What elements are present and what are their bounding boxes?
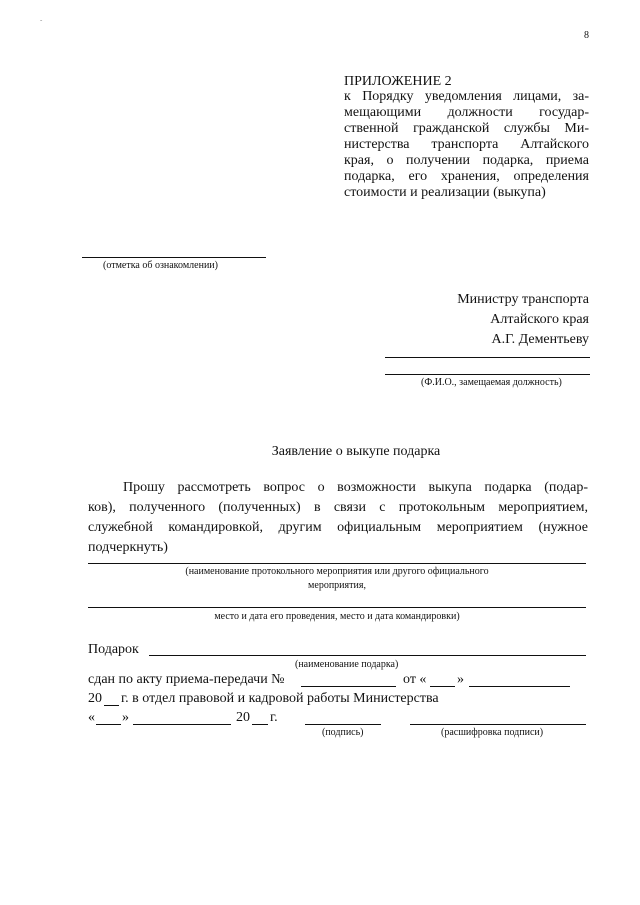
addressee-line: А.Г. Дементьеву (491, 332, 589, 347)
signature-caption: (подпись) (322, 727, 364, 738)
appendix-line: ственной гражданской службы Ми- (344, 121, 589, 136)
paragraph-line: Прошу рассмотреть вопрос о возможности выкупа подарка (подар- (123, 480, 588, 495)
department-text: г. в отдел правовой и кадровой работы Министерства (121, 691, 439, 706)
year-prefix: 20 (88, 691, 102, 706)
signature-decoding-field[interactable] (410, 724, 586, 725)
sign-year-field[interactable] (252, 724, 268, 725)
gift-label: Подарок (88, 642, 139, 657)
appendix-line: подарка, его хранения, определения (344, 169, 589, 184)
appendix-line: к Порядку уведомления лицами, за- (344, 89, 589, 104)
page-number: 8 (584, 30, 589, 41)
paragraph-line: ков), полученного (полученных) в связи с протокольным мероприятием, (88, 500, 588, 515)
acknowledgement-caption: (отметка об ознакомлении) (103, 260, 218, 271)
act-prefix: сдан по акту приема-передачи № (88, 672, 285, 687)
event-caption-line2: мероприятия, (308, 580, 366, 591)
paragraph-line: подчеркнуть) (88, 540, 168, 555)
act-day-field[interactable] (430, 686, 455, 687)
act-year-field[interactable] (104, 705, 119, 706)
appendix-line: стоимости и реализации (выкупа) (344, 185, 546, 200)
event-caption-line1: (наименование протокольного мероприятия или другого официального (185, 566, 489, 577)
addressee-line: Министру транспорта (457, 292, 589, 307)
event-place-field[interactable] (88, 607, 586, 608)
appendix-line: мещающими должности государ- (344, 105, 589, 120)
year-prefix-2: 20 (236, 710, 250, 725)
applicant-caption: (Ф.И.О., замещаемая должность) (421, 377, 562, 388)
appendix-line: края, о получении подарка, приема (344, 153, 589, 168)
sign-day-field[interactable] (96, 724, 121, 725)
addressee-line: Алтайского края (490, 312, 589, 327)
gift-name-caption: (наименование подарка) (295, 659, 399, 670)
acknowledgement-field[interactable] (82, 257, 266, 258)
applicant-name-field[interactable] (385, 357, 590, 358)
year-suffix-2: г. (270, 710, 278, 725)
statement-title: Заявление о выкупе подарка (271, 444, 441, 459)
appendix-title: ПРИЛОЖЕНИЕ 2 (344, 74, 452, 89)
act-number-field[interactable] (301, 686, 396, 687)
signature-field[interactable] (305, 724, 381, 725)
paragraph-line: служебной командировкой, другим официальным мероприятием (нужное (88, 520, 588, 535)
act-month-field[interactable] (469, 686, 570, 687)
event-name-field[interactable] (88, 563, 586, 564)
gift-name-field[interactable] (149, 655, 586, 656)
date-quote-close: » (457, 672, 464, 687)
quote-close: » (122, 710, 129, 725)
addressee-block (457, 290, 589, 350)
applicant-position-field[interactable] (385, 374, 590, 375)
statement-paragraph (88, 478, 588, 558)
appendix-description (344, 89, 589, 201)
sign-month-field[interactable] (133, 724, 231, 725)
date-from-label: от « (403, 672, 427, 687)
place-caption: место и дата его проведения, место и дата командировки) (214, 611, 460, 622)
appendix-line: нистерства транспорта Алтайского (344, 137, 589, 152)
quote-open: « (88, 710, 95, 725)
corner-mark: - (40, 16, 43, 24)
decoding-caption: (расшифровка подписи) (441, 727, 544, 738)
